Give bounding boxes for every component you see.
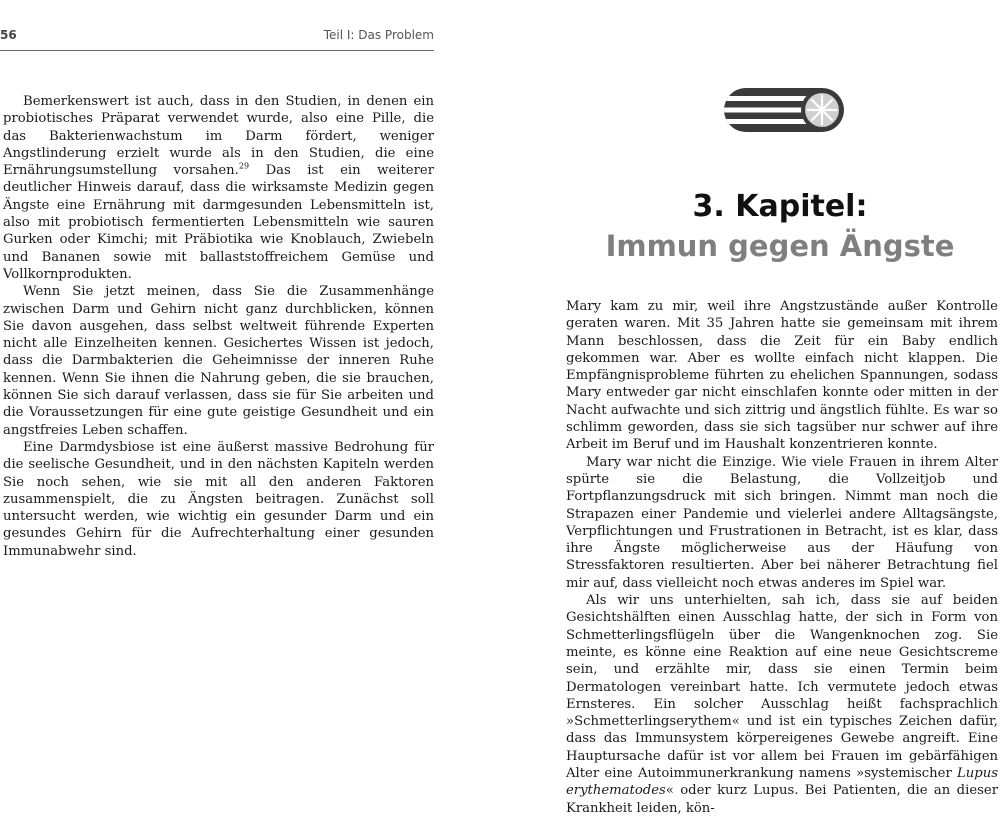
left-page	[0, 0, 500, 800]
running-head: Teil I: Das Problem	[323, 28, 434, 42]
page-number: 56	[0, 28, 17, 42]
chapter-title: 3. Kapitel:	[692, 189, 868, 224]
chapter-subtitle: Immun gegen Ängste	[605, 229, 955, 263]
paragraph: Wenn Sie jetzt meinen, dass Sie die Zusammenhänge zwischen Darm und Gehirn nicht ganz durchblicken, können Sie davon ausgehen, dass selbst weltweit führende Experten nicht alle Einzelheiten kennen. Gesichertes Wissen ist jedoch, dass die Darmbakterien die Geheimnisse der inneren Ruhe kennen. Wenn Sie ihnen die Nahrung geben, die sie brauchen, können Sie sich darauf verlassen, dass sie für Sie arbeiten und die Voraussetzungen für eine gute geistige Gesundheit und ein angstfreies Leben schaffen.	[3, 284, 434, 438]
paragraph: Als wir uns unterhielten, sah ich, dass sie auf beiden Gesichtshälften einen Ausschlag hatte, der sich in Form von Schmetterlingsflügeln über die Wangenknochen zog. Sie meinte, es könne eine Reaktion auf eine neue Gesichtscreme sein, und erzählte mir, dass sie einen Termin beim Dermatologen vereinbart hatte. Ich vermutete jedoch etwas Ernsteres. Ein solcher Ausschlag heißt fachsprachlich »Schmetterlingserythem« und ist ein typisches Zeichen dafür, dass das Immunsystem körpereigenes Gewebe angreift. Eine Hauptursache dafür ist vor allem bei Frauen im gebärfähigen Alter eine Autoimmunerkrankung namens »systemischer Lupus erythematodes« oder kurz Lupus. Bei Patienten, die an dieser Krankheit leiden, kön-	[566, 593, 998, 816]
header-rule	[0, 50, 434, 51]
paragraph: Bemerkenswert ist auch, dass in den Studien, in denen ein probiotisches Präparat verwendet wurde, also eine Pille, die das Bakterienwachstum im Darm fördert, weniger Angstlinderung erzielt wurde als in den Studien, die eine Ernährungsumstellung vorsahen.$^{29}$ Das ist ein weiterer deutlicher Hinweis darauf, dass die wirksamste Medizin gegen Ängste eine Ernährung mit darmgesunden Lebensmitteln ist, also mit probiotisch fermentierten Lebensmitteln wie sauren Gurken oder Kimchi; mit Präbiotika wie Knoblauch, Zwiebeln und Bananen sowie mit ballaststoffreichem Gemüse und Vollkornprodukten.	[3, 94, 434, 282]
chapter-lemon-stripes-icon	[724, 86, 844, 134]
right-body-text	[566, 298, 998, 817]
footnote-marker[interactable]: 29	[238, 161, 250, 171]
paragraph: Eine Darmdysbiose ist eine äußerst massive Bedrohung für die seelische Gesundheit, und in den nächsten Kapiteln werden Sie noch sehen, wie sie mit all den anderen Faktoren zusammenspielt, die zu Ängsten beitragen. Zunächst soll untersucht werden, wie wichtig ein gesunder Darm und ein gesundes Gehirn für die Aufrechterhaltung einer gesunden Immunabwehr sind.	[3, 439, 434, 559]
paragraph: Mary war nicht die Einzige. Wie viele Frauen in ihrem Alter spürte sie die Belastung, die Vollzeitjob und Fortpflanzungsdruck mit sich bringen. Nimmt man noch die Strapazen einer Pandemie und vielerlei andere Alltagsängste, Verpflichtungen und Frustrationen in Betracht, ist es klar, dass ihre Ängste möglicherweise aus der Häufung von Stressfaktoren resultierten. Aber bei näherer Betrachtung fiel mir auf, dass vielleicht noch etwas anderes im Spiel war.	[566, 454, 998, 591]
paragraph: Mary kam zu mir, weil ihre Angstzustände außer Kontrolle geraten waren. Mit 35 Jahren hatte sie gemeinsam mit ihrem Mann beschlossen, dass die Zeit für ein Baby endlich gekommen war. Aber es wollte einfach nicht klappen. Die Empfängnisprobleme führten zu ehelichen Spannungen, sodass Mary entweder gar nicht einschlafen konnte oder mitten in der Nacht aufwachte und sich zittrig und ängstlich fühlte. Es war so schlimm geworden, dass sie sich tagsüber nur schwer auf ihre Arbeit im Beruf und im Haushalt konzentrieren konnte.	[566, 299, 998, 453]
left-body-text	[3, 93, 434, 560]
right-page	[500, 0, 1000, 816]
